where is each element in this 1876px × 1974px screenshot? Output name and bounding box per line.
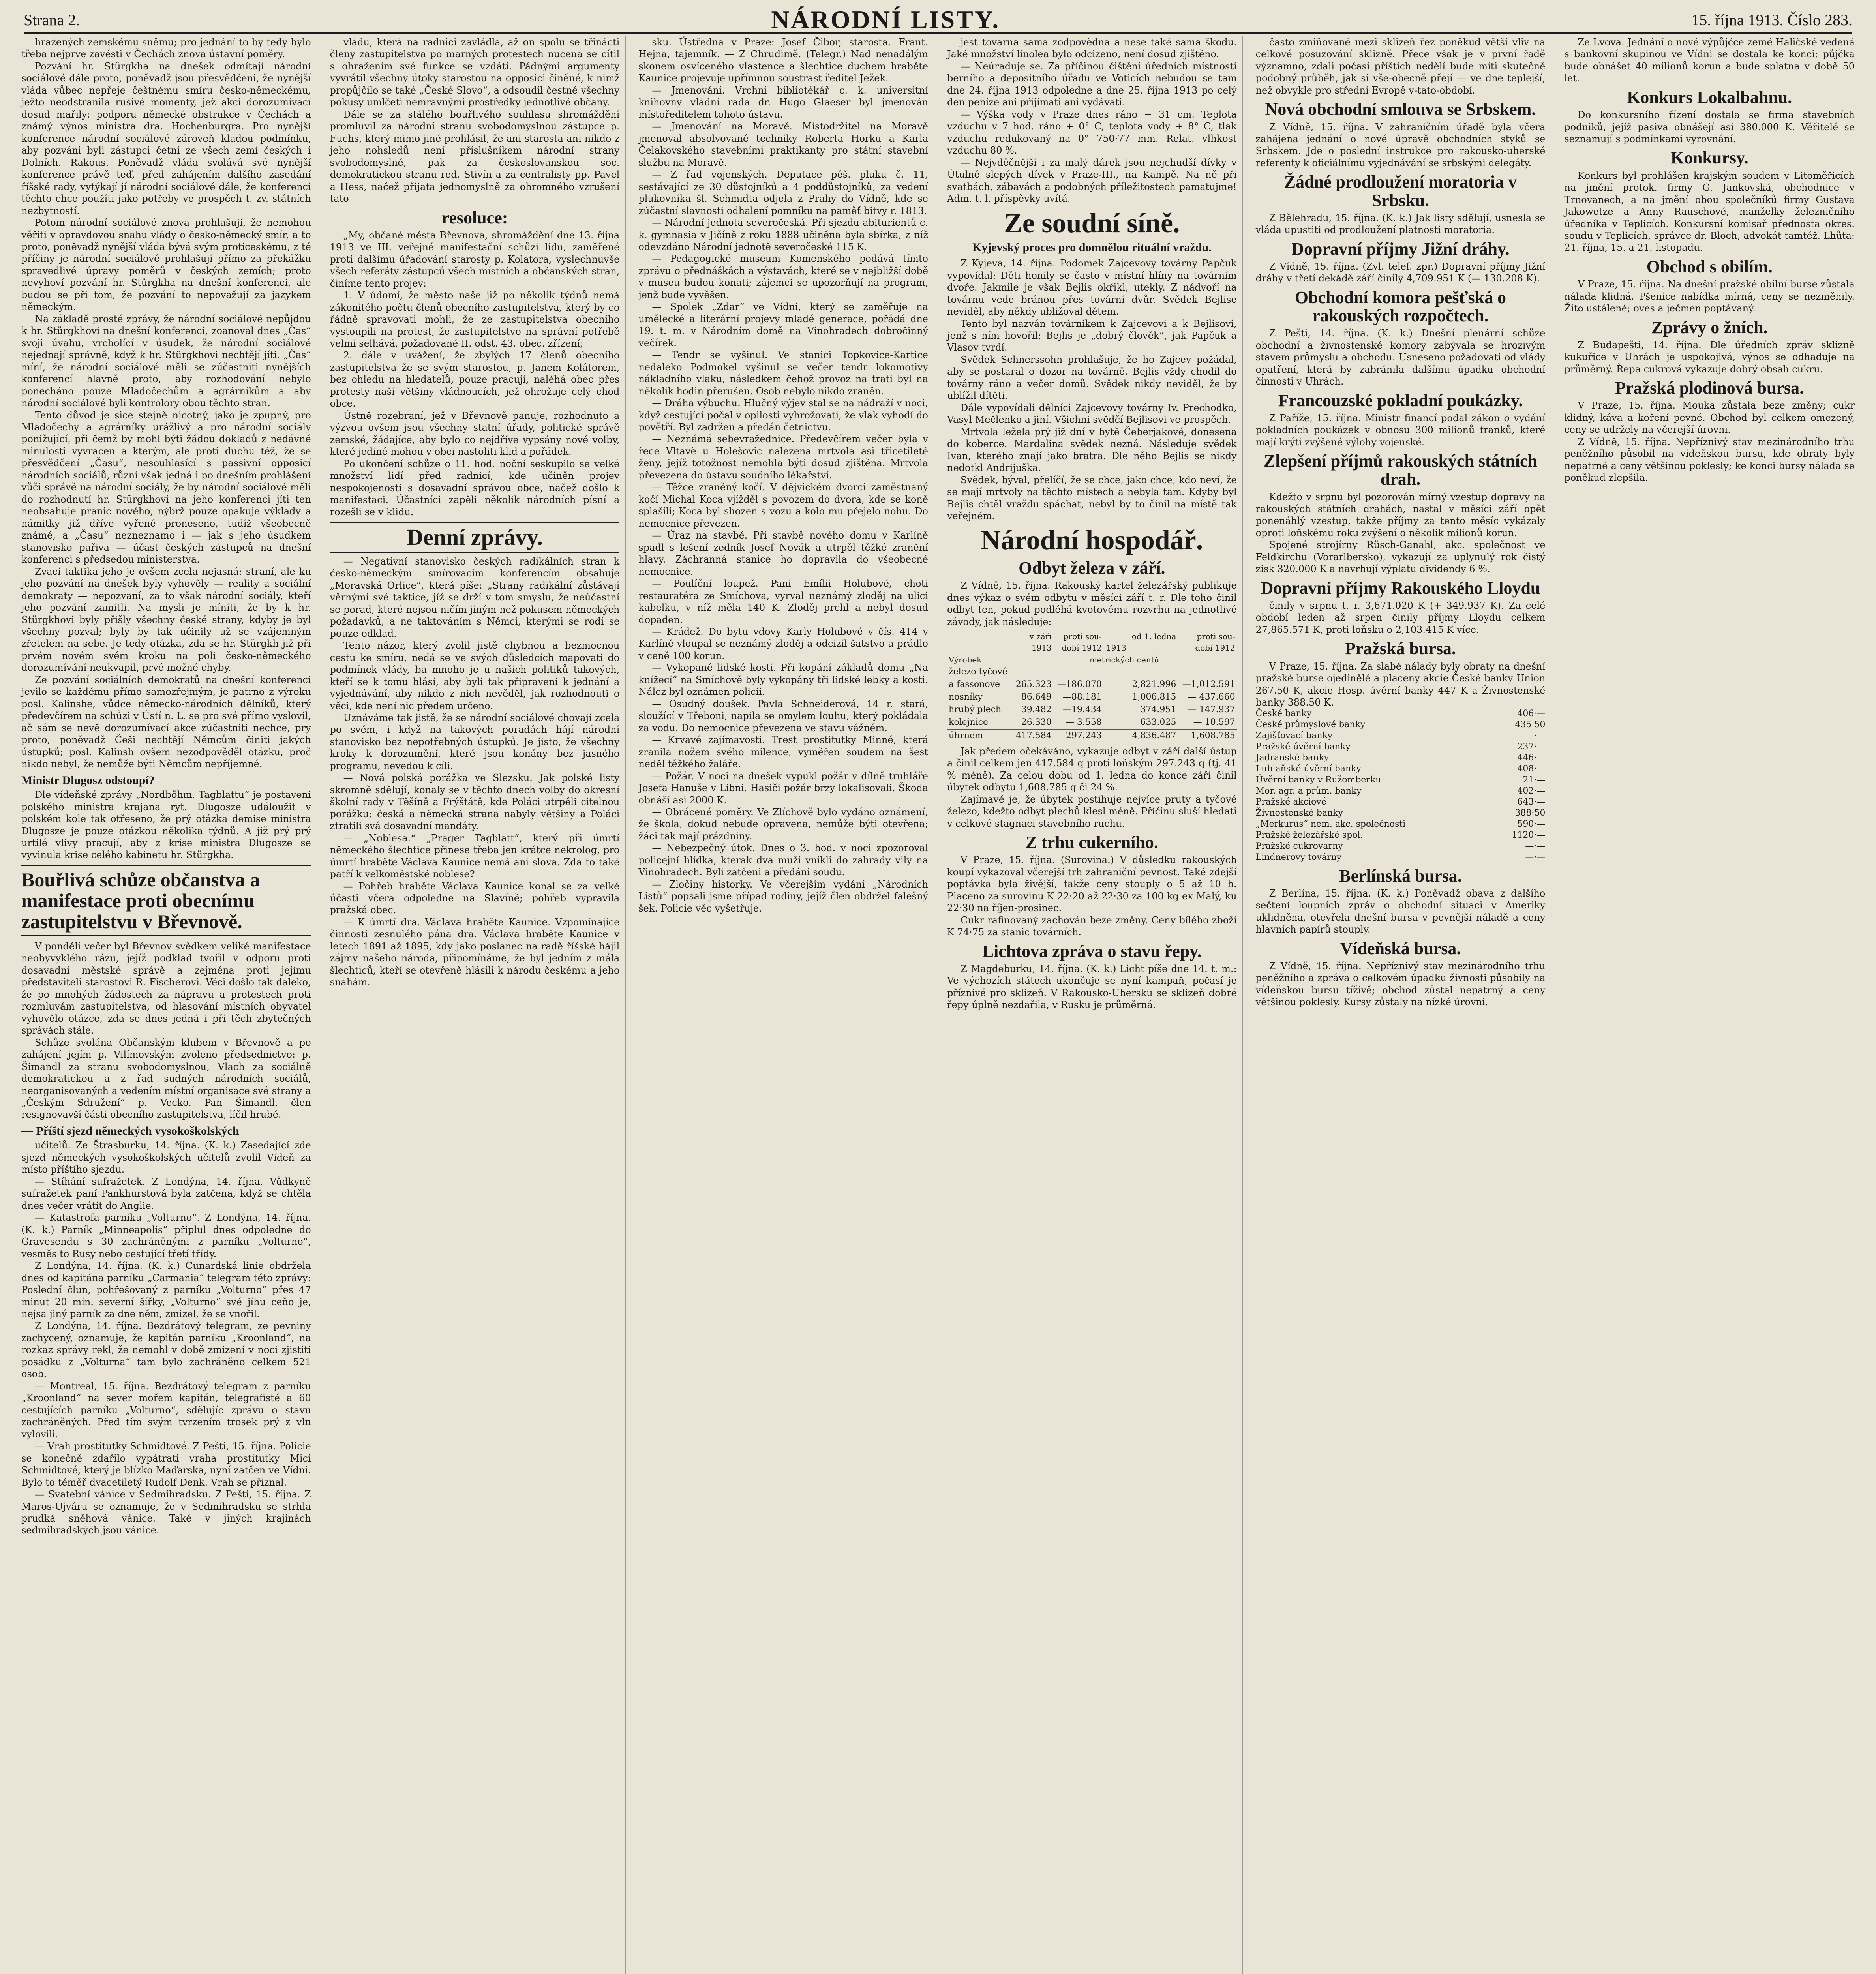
article-paragraph: — Montreal, 15. října. Bezdrátový telegram z parníku „Kroonland“ na sever mořem kapitán, telegrafisté a 60 cestujících parníku „Volturno“, sdělujíc zprávu o stavu zachráněných. Před tím svým tvrzením trosek prý z vln vylovili. bbox=[21, 1380, 311, 1440]
section-heading: Pražská plodinová bursa. bbox=[1615, 378, 1804, 398]
article-paragraph: Po ukončení schůze o 11. hod. noční seskupilo se velké množství lidí před radnicí, kde učiněn projev nespokojenosti s dosavadní správou obce, načež došlo k manifestaci. Účastníci zapěli několik národních písní a rozešli se v klidu. bbox=[330, 458, 620, 518]
list-item bbox=[1256, 775, 1546, 786]
article-paragraph: „My, občané města Břevnova, shromáždění dne 13. října 1913 ve III. veřejné manifestační schůzi lidu, zaměřené proti dalšímu úřadování starosty p. Kolatora, vyslechnuvše všech referáty zástupců všech místních a občanských stran, činíme tento projev: bbox=[330, 229, 620, 289]
article-paragraph: — „Noblesa.“ „Prager Tagblatt“, který při úmrtí německého šlechtice přinese třeba jen krátce nekrolog, pro úmrtí hraběte Václava Kaunice nemá ani slova. Zda to také patří k velkoměstské noblese? bbox=[330, 832, 620, 880]
article-paragraph: Z Berlína, 15. října. (K. k.) Poněvadž obava z dalšího sečtení loupních zpráv o obchodní situaci v Ameriky uklidněna, otevřela dnešní bursa v pevnější náladě a ceny hlavních papírů stouply. bbox=[1255, 888, 1546, 935]
section-heading: — Příští sjezd německých vysokoškolských bbox=[21, 1124, 239, 1137]
table-cell: —1,608.785 bbox=[1178, 729, 1236, 742]
stock-value: 388·50 bbox=[1515, 808, 1546, 818]
article-paragraph: Z Vídně, 15. října. (Zvl. telef. zpr.) Dopravní příjmy Jižní dráhy v třetí dekádě září činily 4,709.951 K (— 130.208 K). bbox=[1255, 261, 1546, 284]
list-item bbox=[1256, 719, 1546, 730]
article-paragraph: Dále se za stálého bouřlivého souhlasu shromáždění promluvil za národní stranu svobodomyslnou zástupce p. Fuchs, který mimo jiné prohlásil, že ani starosta ani nikdo z jeho nohsledů není příslušníkem národní strany svobodomyslné, pak za českoslovanskou soc. demokratickou stranu red. Stivín a za centralisty pp. Pavel a Hess, načež přijata jednomyslně za ohromného vzrušení tato bbox=[330, 109, 620, 205]
section-heading: Odbyt železa v září. bbox=[1019, 558, 1165, 578]
table-cell bbox=[1178, 666, 1236, 678]
article-paragraph: V Praze, 15. října. Na dnešní pražské obilní burse zůstala nálada klidná. Pšenice nabídka mírná, ceny se nezměnily. Žito ustálené; oves a ječmen poptávaný. bbox=[1564, 279, 1855, 314]
column-1 bbox=[16, 36, 317, 1974]
section-heading: Dopravní příjmy Rakouského Lloydu bbox=[1261, 578, 1540, 598]
table-header-row bbox=[947, 654, 1237, 666]
column-3 bbox=[633, 36, 934, 1974]
table-header-cell: 1913 bbox=[1106, 643, 1126, 653]
stock-value: 408·— bbox=[1517, 764, 1546, 774]
table-cell: 374.951 bbox=[1140, 705, 1176, 715]
column-5 bbox=[1250, 36, 1552, 1974]
article-paragraph: vládu, která na radnici zavládla, až on spolu se třinácti členy zastupitelstva po marných protestech nucena se cítil s ohražením své funkce se vzdáti. Pádnými argumenty vyvrátil všechny útoky starostou na opposici činěné, k nimž propůjčilo se také „České Slovo“, a odsoudil čestné všechny pokusy umlčeti nemravnými prostředky jednotlivé občany. bbox=[330, 37, 620, 108]
table-cell bbox=[1103, 691, 1128, 704]
article-columns bbox=[16, 36, 1860, 1974]
article-paragraph: Kdežto v srpnu byl pozorován mírný vzestup dopravy na rakouských státních drahách, nastal v měsíci září opět ponenáhlý vzestup, takže příjmy za tento měsíc vykázaly oproti loňskému roku zvýšení o několik milionů korun. bbox=[1255, 491, 1546, 539]
section-heading: Denní zprávy. bbox=[330, 522, 620, 553]
table-cell: 1,006.815 bbox=[1132, 692, 1176, 702]
article-paragraph: Z Londýna, 14. října. (K. k.) Cunardská linie obdržela dnes od kapitána parníku „Carmania“ telegram této zprávy: Poslední člun, pohřešovaný z parníku „Volturno“ přes 47 minut 20 mín. severní šířky, „Volturno“ své jíhu ceňo je, nejsa jiný parník za dne něm, zmizel, že se vnořil. bbox=[21, 1260, 311, 1319]
table-sum-row bbox=[947, 729, 1237, 742]
article-paragraph: 2. dále v uvážení, že zbylých 17 členů obecního zastupitelstva že se svým starostou, p. Janem Kolátorem, bez ohledu na hledatelů, pouze pracují, naléhá obec přes protesty naší většiny vládnoucích, jež ohrožuje celý chod obce. bbox=[330, 350, 620, 409]
section-heading: Žádné prodloužení moratoria v Srbsku. bbox=[1284, 172, 1517, 210]
article-paragraph: Tento důvod je sice stejně nicotný, jako je zpupný, pro Mladočechy a agrárníky urážlivý a pro národní sociály ponižující, při čemž by mohl býti žádou dokladů z nedávné minulosti vyvracen a kterým, ale proti duchu též, že se přesvědčení „Času“, nesouhlasící s passivní opposicí národních sociálů, různí však jedná i po dnešním prohlášení vůči správě na národní sociály, že by národní sociálové měli do rozhodnutí hr. Stürgkhovi na jeho konferenci jíti ten neobsahuje pranic nového, nýbrž pouze opakuje výklady a námitky již dříve vyřené proneseno, tudíž všeobecně známé, a „Času“ nezneznamo i — jak s jeho úsudkem stanovisko pařiva — účast českých zástupců na dnešní konferenci s předsedou ministerstva. bbox=[21, 409, 311, 565]
article-paragraph: Na základě prosté zprávy, že národní sociálové nepůjdou k hr. Stürgkhovi na dnešní konferenci, zoanoval dnes „Čas“ svoji úvahu, vrcholící v úsudek, že národní sociálové nejednají správně, když k hr. Stürgkhovi nechtějí jíti. „Čas“ míní, že národní sociálové měli se zúčastniti nynějších konferencí hlavně proto, aby rozhodování nebylo ponecháno pouze Mladočechům a agrárníkům a aby národní sociálové byli kontrolory obou těchto stran. bbox=[21, 313, 311, 409]
stock-name: Pražské železářské spol. bbox=[1255, 830, 1363, 840]
list-item bbox=[1256, 830, 1546, 841]
list-item bbox=[1256, 741, 1546, 752]
stock-name: Pražské úvěrní banky bbox=[1255, 742, 1351, 752]
table-cell: kolejnice bbox=[949, 717, 988, 727]
stock-value: 402·— bbox=[1517, 786, 1546, 796]
article-paragraph: — Poulíční loupež. Pani Emílii Holubové, choti restauratéra ze Smíchova, vyrval neznámý zloděj na ulici kabelku, v níž měla 140 K. Zloděj prchl a nebyl dosud dopaden. bbox=[638, 578, 928, 625]
article-paragraph: V Praze, 15. října. (Surovina.) V důsledku rakouských koupí vykazoval včerejší trh zahraniční pevnost. Také zdejší poptávka byla živější, takže ceny stouply o 5 až 10 h. Placeno za surovinu K 22·20 až 22·30 za 100 kg ex Malý, ku 22·30 na říjen-prosinec. bbox=[947, 854, 1237, 914]
article-paragraph: Dle vídeňské zprávy „Nordböhm. Tagblattu“ je postaveni polského ministra krajana ryt. Dlugosze událoužit v polském kole tak otřeseno, že prý otázka demise ministra Dlugosze je pouze otázkou několika týdnů. A již prý prý urtilé vlivy pracují, aby z krise ministra Dlugosze se vyvinula krise celého kabinetu hr. Stürgkha. bbox=[21, 789, 311, 861]
table-header-cell: dobí 1912 bbox=[1062, 643, 1102, 653]
article-paragraph: — Dráha výbuchu. Hlučný výjev stal se na nádraží v noci, když cestující počal v opilosti vyhrožovati, že vlak vyhodí do povětří. Byl zadržen a předán četnictvu. bbox=[638, 398, 928, 433]
article-paragraph: V Praze, 15. října. Mouka zůstala beze změny; cukr klidný, káva a koření pevné. Obchod byl celkem omezený, ceny se udržely na včerejší úrovni. bbox=[1564, 400, 1855, 435]
table-cell: hrubý plech bbox=[949, 705, 1001, 715]
article-paragraph: sku. Ústředna v Praze: Josef Čibor, starosta. Frant. Hejna, tajemník. — Z Chrudimě. (Telegr.) Nad nenadálým skonem osvíceného vlastence a šlechtice duchem hraběte Kaunice projevuje upřímnou soustrast ředitel Ježek. bbox=[638, 37, 928, 84]
list-item bbox=[1256, 752, 1546, 764]
list-item bbox=[1256, 764, 1546, 775]
table-cell bbox=[1103, 704, 1128, 716]
table-cell bbox=[1128, 666, 1178, 678]
table-row bbox=[947, 716, 1237, 729]
stock-name: České průmyslové banky bbox=[1255, 720, 1366, 730]
stock-name: Úvěrní banky v Ružomberku bbox=[1255, 775, 1381, 785]
stock-name: Lublaňské úvěrní banky bbox=[1255, 764, 1361, 774]
section-heading: resoluce: bbox=[441, 208, 508, 227]
article-paragraph: Tento byl nazván továrnikem k Zajcevovi a k Bejlisovi, jenž s ním hovořil; Bejlis je „dobrý člověk“, jak Papčuk a Vlasov tvrdí. bbox=[947, 318, 1237, 353]
stock-name: Pražské cukrovarny bbox=[1255, 841, 1343, 851]
section-heading: Národní hospodář. bbox=[981, 525, 1203, 556]
table-cell: úhrnem bbox=[947, 729, 1012, 742]
article-paragraph: Jak předem očekáváno, vykazuje odbyt v září další ústup a činil celkem jen 417.584 q proti loňským 297.243 q (tj. 41 % méně). Za celou dobu od 1. ledna do konce září činil úbytek odbytu 1,608.785 q či 24 %. bbox=[947, 745, 1237, 793]
table-cell bbox=[1103, 678, 1128, 691]
table-cell: 633.025 bbox=[1140, 717, 1176, 727]
table-cell bbox=[1103, 666, 1128, 678]
article-paragraph: — Úraz na stavbě. Při stavbě nového domu v Karlíně spadl s lešení zedník Josef Novák a utrpěl těžké zranění hlavy. Záchranná stanice ho dopravila do všeobecné nemocnice. bbox=[638, 530, 928, 577]
stock-name: Lindnerovy továrny bbox=[1255, 852, 1342, 862]
article-paragraph: V pondělí večer byl Břevnov svědkem veliké manifestace neobyvyklého rázu, jejíž podklad tvořil v odporu proti dosavadní městské správě a zejména proti jejímu představiteli starostovi R. Fischerovi. Věci došlo tak daleko, že po mnohých žádostech za nápravu a protestech proti rozmluvám zastupitelstva, od hlasování místních obyvatel vyhovělo otázce, zda se dnes jedná i při těch zbytečných správách stále. bbox=[21, 940, 311, 1036]
table-header-cell bbox=[947, 642, 1012, 654]
article-paragraph: Z Bělehradu, 15. října. (K. k.) Jak listy sdělují, usnesla se vláda upustiti od prodloužení platnosti moratoria. bbox=[1255, 212, 1546, 236]
section-heading: Zprávy o žních. bbox=[1651, 317, 1768, 337]
article-paragraph: — Pohřeb hraběte Václava Kaunice konal se za velké účasti včera odpoledne na Slavíně; pohřeb vypravila pražská obec. bbox=[330, 880, 620, 916]
article-paragraph: — Jmenování. Vrchní bibliotékář c. k. universitní knihovny vládní rada dr. Hugo Glaeser byl jmenován místoředitelem tohoto ústavu. bbox=[638, 84, 928, 120]
article-paragraph: hražených zemskému sněmu; pro jednání to by tedy bylo třeba nejprve zavésti v Čechách znova ústavní poměry. bbox=[21, 37, 311, 60]
article-paragraph: Z Pešti, 14. října. (K. k.) Dnešní plenární schůze obchodní a živnostenské komory zabývala se hrozivým stavem průmyslu a obchodu. Usneseno požadovati od vlády opatření, která by zabránila dalšímu úpadku obchodní činnosti v Uhrách. bbox=[1255, 328, 1546, 387]
stock-value: 590·— bbox=[1517, 819, 1546, 829]
article-paragraph: — Tendr se vyšinul. Ve stanici Topkovice-Kartice nedaleko Podmokel vyšinul se večer tendr lokomotivy nákladního vlaku, následkem čehož provoz na trati byl na několik hodin přerušen. Osob nebylo nikdo zraněn. bbox=[638, 349, 928, 397]
stock-name: „Merkurus“ nem. akc. společnosti bbox=[1255, 819, 1406, 829]
list-item bbox=[1256, 819, 1546, 830]
section-heading: Dopravní příjmy Jižní dráhy. bbox=[1291, 239, 1510, 259]
article-paragraph: Potom národní sociálové znova prohlašují, že nemohou věřiti v opravdovou snahu vlády o česko-německý smír, a to proto, poněvadž nynější vláda bývá svým proticeskému, z té příčiny je národní sociálové prohlašují přímo za překážku spravedlivé úpravy poměrů v českých zemích; proto nevyhoví pozvání hr. Stürgkha na dnešní konferenci, ale budou se při tom, že pozvání to nepovažují za jazykem německým. bbox=[21, 217, 311, 313]
table-header-cell: 1913 bbox=[1031, 643, 1052, 653]
table-cell: 39.482 bbox=[1021, 705, 1052, 715]
article-paragraph: Pozvání hr. Stürgkha na dnešek odmítají národní sociálové dále proto, poněvadž jsou přesvědčeni, že nynější vláda vůbec nepřeje češtnému smíru česko-německému, ježto neodstranila rušivé momenty, jež akci dorozumívací dosud mařily: podporu německé obstrukce v Čechách a známý výnos ministra dra. Hochenburgra. Pro nynější konference národní sociálové zároveň kladou podmínku, aby pozváni byli zástupci četní ze všech zemí českých i Dolních. Rakous. Poněvadž vláda svolává své nynější konference právě teď, před zahájením dalšího zasedání říšské rady, vytýkají jí národní sociálové dále, že konferenci těchto chce použíti jako potřeby ve prospěch t. zv. státních nezbytností. bbox=[21, 60, 311, 216]
article-paragraph: Zajímavé je, že úbytek postihuje nejvíce pruty a tyčové železo, kdežto odbyt plechů klesl méně. Příčinu sluší hledati v celkové stagnaci stavebního ruchu. bbox=[947, 794, 1237, 829]
table-row bbox=[947, 691, 1237, 704]
article-paragraph: — Zločiny historky. Ve včerejším vydání „Národních Listů“ popsali jsme případ rodiny, jejíž člen obdržel falešný šek. Policie věc vyšetřuje. bbox=[638, 878, 928, 914]
article-paragraph: — Osudný doušek. Pavla Schneiderová, 14 r. stará, sloužící v Třeboni, napila se omylem louhu, který pokládala za vodu. Do nemocnice převezena ve stavu vážném. bbox=[638, 698, 928, 734]
newspaper-title: NÁRODNÍ LISTY. bbox=[771, 6, 1000, 34]
table-cell: —1,012.591 bbox=[1182, 679, 1235, 690]
article-paragraph: — Těžce zraněný kočí. V dějvickém dvorci zaměstnaný kočí Michal Koca vjížděl s povozem do dvora, kde se koně splašili; Koca byl shozen s vozu a kolo mu přejelo nohu. Do nemocnice převezen. bbox=[638, 482, 928, 529]
section-heading: Konkursy. bbox=[1670, 148, 1748, 168]
table-row bbox=[947, 678, 1237, 691]
table-cell: 2,821.996 bbox=[1132, 679, 1176, 690]
article-paragraph: Konkurs byl prohlášen krajským soudem v Litoměřicích na jmění protok. firmy G. Jankovská, obchodnice v Trnovanech, a na jmění obou společníků firmy Gustava Jakowetze a Anny Rauschové, manželky železničního úředníka v Teplicích. Konkursní komisař přednosta okres. soudu v Teplicích, správce dr. Bloch, advokát tamtéž. Lhůta: 21. října, 15. a 21. listopadu. bbox=[1564, 170, 1855, 253]
table-cell: — 147.937 bbox=[1188, 705, 1235, 715]
stock-value: 435·50 bbox=[1515, 720, 1546, 730]
article-paragraph: Z Londýna, 14. října. Bezdrátový telegram, ze pevniny zachycený, oznamuje, že kapitán parníku „Kroonland“, na rozkaz správy rekl, že nemohl v době zmizení v noci zjistiti posádku z „Volturna“ tam bylo zachráněno celkem 521 osob. bbox=[21, 1320, 311, 1380]
article-paragraph: Do konkursního řízení dostala se firma stavebních podniků, jejíž pasiva obnášejí asi 380.000 K. Věřitelé se seznamují s podmínkami vyrovnání. bbox=[1564, 109, 1855, 144]
list-item bbox=[1256, 708, 1546, 719]
article-paragraph: — Jmenování na Moravě. Místodržitel na Moravě jmenoval absolvované techniky Roberta Horku a Karla Čelakovského stavebními praktikanty pro státní stavební službu na Moravě. bbox=[638, 121, 928, 168]
table-cell: 417.584 bbox=[1012, 729, 1053, 742]
section-subheading: Kyjevský proces pro domnělou rituální vraždu. bbox=[972, 241, 1212, 254]
stock-name: Živnostenské banky bbox=[1255, 808, 1343, 818]
section-heading: Z trhu cukerního. bbox=[1025, 833, 1158, 852]
bourse-prices bbox=[1256, 708, 1546, 863]
table-cell: 265.323 bbox=[1015, 679, 1052, 690]
section-heading: Konkurs Lokalbahnu. bbox=[1627, 87, 1792, 107]
table-header-cell: proti sou- bbox=[1063, 632, 1102, 642]
article-paragraph: — Negativní stanovisko českých radikálních stran k česko-německým smírovacím konferencím obsahuje „Moravská Orlice“, která píše: „Strany radikální zůstávají věrnými své taktice, jíž se drží v tom smyslu, že neúčastní se porad, které nejsou ničím jiným než pokusem německých požadavků, a ne taktováním s Němci, kterými se rodí se pouze odklad. bbox=[330, 555, 620, 639]
table-header-cell: proti sou- bbox=[1197, 632, 1235, 642]
table-header-cell bbox=[947, 631, 1012, 642]
article-paragraph: — Stíhání sufražetek. Z Londýna, 14. října. Vůdkyně sufražetek paní Pankhurstová byla zatčena, když se chtěla dnes večer vrátit do Anglie. bbox=[21, 1176, 311, 1211]
article-paragraph: — Vrah prostitutky Schmidtové. Z Pešti, 15. října. Policie se konečně zdařilo vypátrati vraha prostitutky Mici Schmidtové, který je blízko Maďarska, nyní zatčen ve Vídni. Bylo to téměř dvacetiletý Rudolf Denk. Vrah se přiznal. bbox=[21, 1441, 311, 1488]
article-paragraph: Z Vídně, 15. října. Nepříznivý stav mezinárodního trhu peněžního a zpráva o celkovém úpadku živnosti působily na vídeňskou bursu tíživě; obchod zůstal nepatrný a ceny většinou poklesly. Kursy zůstaly na nízké úrovni. bbox=[1255, 960, 1546, 1008]
article-paragraph: — Neúraduje se. Za příčinou čištění úředních místností berního a depositního úřadu ve Voticích nebudou se tam dne 24. října 1913 odpoledne a dne 25. října 1913 po celý den peníze ani přijímati ani vydávati. bbox=[947, 60, 1237, 108]
list-item bbox=[1256, 786, 1546, 797]
table-cell: —88.181 bbox=[1062, 692, 1102, 702]
table-header-cell bbox=[1103, 631, 1128, 642]
table-cell bbox=[1103, 729, 1128, 742]
stock-value: —·— bbox=[1525, 841, 1546, 851]
article-paragraph: — Z řad vojenských. Deputace pěš. pluku č. 11, sestávající ze 30 důstojníků a 4 poddůstojníků, za vedení plukovníka šl. Schmidta odjela z Prahy do Vídně, kde se zúčastní slavnosti odhalení pomníku na paměť bitvy r. 1813. bbox=[638, 169, 928, 216]
stock-name: Pražské akciové bbox=[1255, 797, 1326, 807]
table-cell: a fassonové bbox=[949, 679, 1000, 690]
list-item bbox=[1256, 841, 1546, 852]
table-header-row bbox=[947, 642, 1237, 654]
masthead bbox=[24, 7, 1852, 34]
article-paragraph: — Neznámá sebevražednice. Předevčírem večer byla v řece Vltavě u Holešovic nalezena mrtvola asi třicetileté ženy, jejíž totožnost nemohla býti dosud zjištěna. Mrtvola převezena do ústavu soudního lékařství. bbox=[638, 433, 928, 481]
stock-value: 446·— bbox=[1517, 753, 1546, 763]
article-paragraph: učitelů. Ze Štrasburku, 14. října. (K. k.) Zasedající zde sjezd německých vysokoškolských učitelů zvolil Vídeň za místo příštího sjezdu. bbox=[21, 1140, 311, 1175]
article-paragraph: Tento názor, který zvolil jistě chybnou a bezmocnou cestu ke smíru, nedá se ve svých důsledcích mapovati do podmínek vlády, ba mnoho je u našich politiků takových, kteří se k tomu hlásí, aby byli tak připraveni k jednání a vyjednávání, aby nikdo z nich nevěděl, jak rozhodnouti o věci, kde není nic předem určeno. bbox=[330, 640, 620, 711]
article-paragraph: — K úmrtí dra. Václava hraběte Kaunice. Vzpomínajíce činnosti zesnulého pána dra. Václava hraběte Kaunice v letech 1891 až 1895, kdy jako poslanec na radě říšské hájil zájmy našeho národa, připomínáme, že byl jedním z mála šlechticů, kteří se otevřeně hlásili k národu českému a jeho snahám. bbox=[330, 916, 620, 988]
stock-value: 1120·— bbox=[1512, 830, 1546, 840]
table-row bbox=[947, 704, 1237, 716]
stock-name: České banky bbox=[1255, 709, 1312, 719]
stock-value: 406·— bbox=[1517, 709, 1546, 719]
table-header-row bbox=[947, 631, 1237, 642]
article-paragraph: — Obrácené poměry. Ve Zlíchově bylo vydáno oznámení, že škola, dokud nebude opravena, nemůže býti otevřena; žáci tak mají prázdniny. bbox=[638, 807, 928, 842]
article-paragraph: Z Vídně, 15. října. Nepříznivý stav mezinárodního trhu peněžního působil na vídeňskou bursu, kde obraty byly nepatrné a ceny většinou poklesly; ke konci bursy nálada se poněkud zlepšila. bbox=[1564, 436, 1855, 484]
table-cell: —186.070 bbox=[1057, 679, 1102, 690]
article-paragraph: Cukr rafinovaný zachován beze změny. Ceny bílého zboží K 74·75 za stanic továrních. bbox=[947, 914, 1237, 938]
stock-value: 21·— bbox=[1523, 775, 1546, 785]
article-paragraph: Svědek, býval, přelíčí, že se chce, jako chce, kdo neví, že se mají mrtvoly na těchto místech a nebyla tam. Kdyby byl Bejlis chtěl vraždu spáchat, nebyl by to činil na místě tak veřejném. bbox=[947, 474, 1237, 522]
section-heading: Nová obchodní smlouva se Srbskem. bbox=[1265, 99, 1536, 119]
article-paragraph: Ze Lvova. Jednání o nové výpůjčce země Haličské vedená s bankovní skupinou ve Vídni se dostala ke konci; půjčka bude obnášet 40 milionů korun a bude splatna v době 50 let. bbox=[1564, 37, 1855, 84]
stock-value: —·— bbox=[1525, 731, 1546, 741]
list-item bbox=[1256, 730, 1546, 741]
article-paragraph: Zvací taktika jeho je ovšem zcela nejasná: straní, ale ku jeho pozvání na dnešek byly vyhověly — reality a sociální demokraty — nepozvaní, za to však národní sociály, kteří jeho pozvání zamítli. Na mysli je míníti, že by k hr. Stürgkhovi byly přišly všechny české strany, kdyby je byl všechny pozval; byly by tak učinily už se vzájemným zřetelem na sebe. Je tedy otázka, zda se hr. Stürgkh již při prvém novém svém kroku na poli česko-německého dorozumívání neukvapil, prvé možné chyby. bbox=[21, 566, 311, 674]
stock-name: Mor. agr. a prům. banky bbox=[1255, 786, 1362, 796]
table-row bbox=[947, 666, 1237, 678]
article-paragraph: Schůze svolána Občanským klubem v Břevnově a po zahájení jejím p. Vilímovským zvoleno předsednictvo: p. Šimandl za stranu svobodomyslnou, Vlach za sociálně demokratickou a z řad sudných národních sociálů, neorganisovaných a vedením místní organisace své strany a „Českým Sdružení“ p. Vecko. Pan Šimandl, člen resignovavší části obecního zastupitelstva, líčil hrubé. bbox=[21, 1037, 311, 1120]
stock-name: Zajišťovací banky bbox=[1255, 731, 1333, 741]
article-paragraph: — Výška vody v Praze dnes ráno + 31 cm. Teplota vzduchu v 7 hod. ráno + 0° C, teplota vody + 8° C, tlak vzduchu redukovaný na 0° 750·77 mm. Relat. vlhkost vzduchu 80 %. bbox=[947, 109, 1237, 156]
table-cell: 26.330 bbox=[1021, 717, 1052, 727]
table-cell: —297.243 bbox=[1053, 729, 1103, 742]
table-cell: — 10.597 bbox=[1193, 717, 1235, 727]
article-paragraph: často zmiňované mezi sklizeň řez poněkud větší vliv na celkové posuzování sklizně. Přece však je v první řadě významno, zdali počasí příštích nedělí bude míti skutečně podobný průběh, jak si vše-obecně přejí — ve dne teplejší, než obvykle pro střední Evropě v-tato-období. bbox=[1255, 37, 1546, 96]
column-4 bbox=[942, 36, 1243, 1974]
article-paragraph: Z Budapešti, 14. října. Dle úředních zpráv sklizně kukuřice v Uhrách je uspokojivá, výnos se odhaduje na průměrný. Řepa cukrová vykazuje dobrý obsah cukru. bbox=[1564, 339, 1855, 375]
page-number: Strana 2. bbox=[24, 11, 80, 29]
stock-name: Jadranské banky bbox=[1255, 753, 1329, 763]
article-paragraph: — Požár. V noci na dnešek vypukl požár v dílně truhláře Josefa Hanuše v Libni. Hasiči požár brzy lokalisovali. Škoda obnáší asi 2000 K. bbox=[638, 770, 928, 806]
section-heading: Francouzské pokladní poukázky. bbox=[1278, 390, 1523, 410]
section-heading: Ministr Dlugosz odstoupí? bbox=[21, 773, 155, 787]
article-paragraph: Ze pozvání sociálních demokratů na dnešní konferenci jevilo se každému přímo samozřejmým, je patrno z výroku posl. Kalinshe, vůdce německo-národních dělníků, který předevčírem na schůzi v Ústí n. L. se pro své přímo vyslovil, ač sám se nevě dorozumívací akce zúčastniti nechce, pry proto, poněvadž Češi nechtějí Němcům činiti jakých ústupků; posl. Kalinsh ovšem nezodpověděl otázku, proč nikdo nebyl, že nemůže býti Němcům nepříjemné. bbox=[21, 674, 311, 770]
article-paragraph: 1. V údomí, že město naše již po několik týdnů nemá zákonitého počtu členů obecního zastupitelstva, který by co řádně spravovati mohli, že ze zastupitelstva obecního vystoupili na protest, že zastupitelstvo na správní potřebě velmi selhává, požadované II. odst. 43. obec. zřízení; bbox=[330, 290, 620, 349]
section-heading: Obchod s obilím. bbox=[1646, 257, 1773, 276]
list-item bbox=[1256, 852, 1546, 863]
article-paragraph: Spojené strojírny Rüsch-Ganahl, akc. společnost ve Feldkirchu (Vorarlbersko), vykazují za uplynulý rok čistý zisk 320.000 K a navrhují výplatu dividendy 6 %. bbox=[1255, 539, 1546, 575]
list-item bbox=[1256, 808, 1546, 819]
article-paragraph: — Pedagogické museum Komenského podává tímto zprávu o přednáškách a výstavách, které se v nejbližší době v museu budou konati; zájemci se upozorňují na program, jenž bude vyvěšen. bbox=[638, 253, 928, 300]
column-6 bbox=[1559, 36, 1860, 1974]
article-paragraph: Dále vypovídali dělníci Zajcevovy továrny Iv. Prechodko, Vasyl Mečlenko a jiní. Všichni svědčí Bejlisovi ve prospěch. bbox=[947, 402, 1237, 426]
stock-value: 237·— bbox=[1517, 742, 1546, 752]
table-cell: železo tyčové bbox=[949, 667, 1007, 677]
article-paragraph: — Krvavé zajímavosti. Trest prostitutky Minné, která zranila nožem svého milence, vyměřen soudem na šest neděl těžkého žaláře. bbox=[638, 734, 928, 770]
article-paragraph: Svědek Schnerssohn prohlašuje, že ho Zajcev požádal, aby se postaral o dozor na továrně. Bejlis vždy chodil do továrny ráno a večer domů. Svědek nikdy neviděl, že by ublížil dítěti. bbox=[947, 354, 1237, 402]
column-2 bbox=[325, 36, 626, 1974]
article-paragraph: — Krádež. Do bytu vdovy Karly Holubové v čís. 414 v Karlíně vloupal se neznámý zloděj a odcizil šatstvo a prádlo v ceně 100 korun. bbox=[638, 626, 928, 661]
section-heading: Pražská bursa. bbox=[1345, 639, 1456, 659]
table-cell: 4,836.487 bbox=[1128, 729, 1178, 742]
section-heading: Vídeňská bursa. bbox=[1340, 938, 1461, 958]
stock-value: —·— bbox=[1525, 852, 1546, 862]
section-heading: Obchodní komora pešťská o rakouských rozpočtech. bbox=[1294, 287, 1506, 326]
table-cell bbox=[1103, 716, 1128, 729]
table-cell: — 3.558 bbox=[1065, 717, 1102, 727]
article-paragraph: — Svatební vánice v Sedmihradsku. Z Pešti, 15. října. Z Maros-Ujváru se oznamuje, že v Sedmihradsku se strhla prudká sněhová vánice. Také v jiných krajinách sedmihradských jsou vánice. bbox=[21, 1489, 311, 1536]
article-paragraph: — Národní jednota severočeská. Při sjezdu abiturientů c. k. gymnasia v Jičíně z roku 1888 učiněna byla sbírka, z níž odevzdáno Národní jednotě severočeské 115 K. bbox=[638, 217, 928, 252]
article-paragraph: — Nová polská porážka ve Slezsku. Jak polské listy skromně sdělují, konaly se v těchto dnech volby do okresní školní rady v Těšíně a Frýštátě, kde Poláci utrpěli citelnou porážku; česká a německá strana nabyly většiny a Poláci ztratili svá dosavadní mandáty. bbox=[330, 772, 620, 832]
stock-value: 643·— bbox=[1517, 797, 1546, 807]
table-label-col: Výrobek bbox=[949, 655, 982, 664]
list-item bbox=[1256, 797, 1546, 808]
table-cell: nosníky bbox=[949, 692, 983, 702]
article-headline: Bouřlivá schůze občanstva a manifestace proti obecnímu zastupitelstvu v Břevnově. bbox=[21, 865, 311, 936]
article-paragraph: — Nejvděčnější i za malý dárek jsou nejchudší dívky v Útulně slepých dívek v Praze-III., na Kampě. Na ně při svatbách, zábavách a podobných příležitostech pamatujme! Adm. t. l. příspěvky uvítá. bbox=[947, 157, 1237, 205]
article-paragraph: Mrtvola ležela prý již dní v bytě Čeberjakové, donesena do koberce. Mardalina svědek nezná. Následuje svědek Ivan, kterého znají jako bratra. Dle něho Bejlis se nikdy nedotkl Andrijuška. bbox=[947, 426, 1237, 474]
table-header-cell: v září bbox=[1029, 632, 1052, 642]
table-cell bbox=[1012, 666, 1053, 678]
article-paragraph: — Katastrofa parníku „Volturno“. Z Londýna, 14. října. (K. k.) Parník „Minneapolis“ připlul dnes odpoledne do Gravesendu s 30 zachráněnými z parníku „Volturno“, vesměs to Rusy nebo cestující třetí třídy. bbox=[21, 1212, 311, 1259]
article-paragraph: — Nebezpečný útok. Dnes o 3. hod. v noci zpozoroval policejní hlídka, kterak dva muži vnikli do zahrady vily na Vinohradech. Byli zatčeni a předáni soudu. bbox=[638, 843, 928, 878]
table-cell bbox=[1053, 666, 1103, 678]
section-heading: Zlepšení příjmů rakouských státních drah. bbox=[1263, 451, 1538, 489]
section-heading: Berlínská bursa. bbox=[1339, 866, 1462, 886]
article-paragraph: Z Vídně, 15. října. Rakouský kartel železářský publikuje dnes výkaz o svém odbytu v měsíci září t. r. Dle toho činil odbyt ten, pokud podléhá kvotovému rozvrhu na jednotlivé závody, jak následuje: bbox=[947, 580, 1237, 627]
table-header-cell bbox=[1128, 642, 1178, 654]
section-heading: Ze soudní síně. bbox=[1004, 208, 1180, 238]
table-unit: metrických centů bbox=[1089, 655, 1159, 664]
issue-date: 15. října 1913. Číslo 283. bbox=[1691, 11, 1852, 29]
article-paragraph: činily v srpnu t. r. 3,671.020 K (+ 349.937 K). Za celé období leden až srpen činily příjmy Lloydu celkem 27,865.571 K, proti loňsku o 2,103.415 K více. bbox=[1255, 600, 1546, 635]
article-paragraph: Z Paříže, 15. října. Ministr financí podal zákon o vydání pokladních poukázek v obnosu 300 milionů franků, které mají krýti zvýšené výlohy vojenské. bbox=[1255, 412, 1546, 448]
article-paragraph: Ústně rozebraní, jež v Břevnově panuje, rozhodnuto a výzvou ovšem jsou všechny statní úřady, politické správě zemské, žádajíce, aby bylo co nejdříve vypsány nové volby, které jediné mohou v obci nastoliti klid a pořádek. bbox=[330, 410, 620, 458]
article-paragraph: V Praze, 15. října. Za slabé nálady byly obraty na dnešní pražské burse ojedinělé a placeny akcie České banky Union 267.50 K, akcie Hosp. úvěrní banky 447 K a Živnostenské banky 388.50 K. bbox=[1255, 661, 1546, 708]
article-paragraph: Z Magdeburku, 14. října. (K. k.) Licht píše dne 14. t. m.: Ve výchozích státech ukončuje se nyní kampaň, počasí je příznivé pro sklizeň. V Rakousko-Uhersku se sklizeň dobré řepy úplně nezdařila, v Rusku je průměrná. bbox=[947, 963, 1237, 1011]
article-paragraph: — Vykopané lidské kosti. Při kopání základů domu „Na knížecí“ na Smíchově byly vykopány tři lidské lebky a kosti. Nález byl oznámen policii. bbox=[638, 662, 928, 698]
table-header-cell: dobí 1912 bbox=[1195, 643, 1235, 653]
article-paragraph: — Spolek „Zdar“ ve Vídni, který se zaměřuje na umělecké a literární projevy mladé generace, pořádá dne 19. t. m. v Národním domě na Vinohradech dobročinný večírek. bbox=[638, 301, 928, 349]
article-paragraph: Z Vídně, 15. října. V zahraničním úřadě byla včera zahájena jednání o nové úpravě obchodních styků se Srbskem. Jde o poslední instrukce pro rakousko-uherské referenty k oficiálnímu vyjednávání se srbskými delegáty. bbox=[1255, 121, 1546, 169]
iron-sales-table bbox=[947, 631, 1237, 742]
table-header-cell: od 1. ledna bbox=[1131, 632, 1176, 642]
table-cell: 86.649 bbox=[1021, 692, 1052, 702]
article-paragraph: Z Kyjeva, 14. října. Podomek Zajcevovy továrny Papčuk vypovídal: Děti honily se často v místní hlíny na továrním dvoře. Jakmile je však Bejlis okřikl, utekly. Z nádvoří na továrnu vede bránou přes tovární dvůr. Svědek Bejlise neviděl, aby někdy ubližoval dětem. bbox=[947, 258, 1237, 317]
section-heading: Lichtova zpráva o stavu řepy. bbox=[982, 941, 1202, 961]
table-cell: —19.434 bbox=[1062, 705, 1102, 715]
article-paragraph: Uznáváme tak jistě, že se národní sociálové chovají zcela po svém, i když na takových poradách hájí národní stanovisko bez nepotřebných ústupků. Je jisto, že všechny kroky k dorozumění, které jsou konány bez jasného programu, nevedou k cíli. bbox=[330, 712, 620, 771]
table-cell: — 437.660 bbox=[1188, 692, 1235, 702]
article-paragraph: jest továrna sama zodpovědna a nese také sama škodu. Jaké množství linolea bylo odcizeno, není dosud zjištěno. bbox=[947, 37, 1237, 60]
